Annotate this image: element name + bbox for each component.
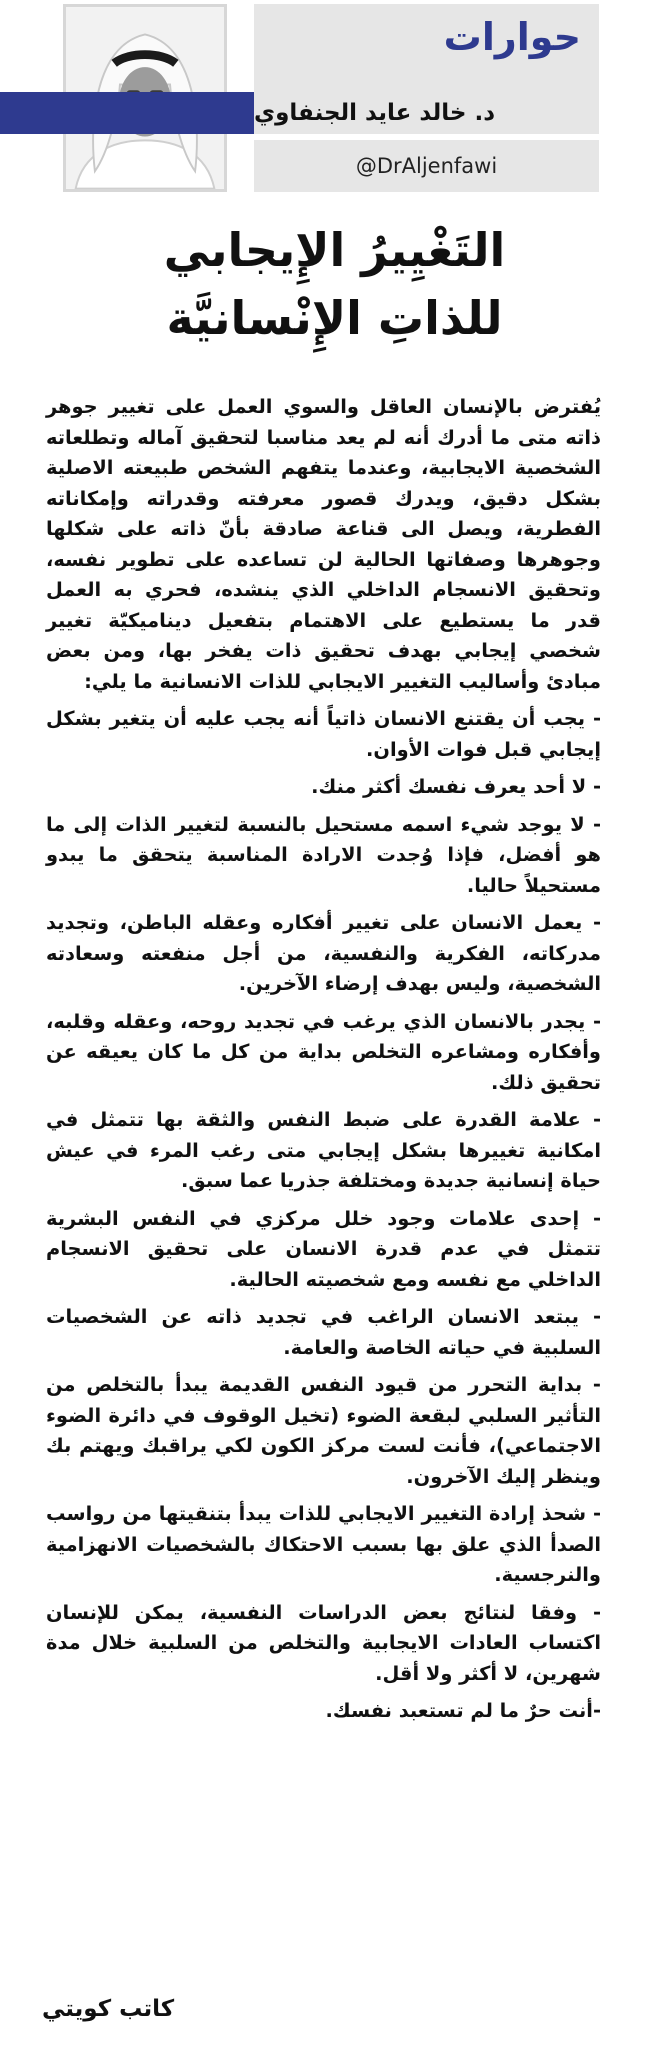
article-point: -أنت حرٌ ما لم تستعبد نفسك. [325, 1699, 601, 1722]
article-point: - يجب أن يقتنع الانسان ذاتياً أنه يجب عليه أن يتغير بشكل إيجابي قبل فوات الأوان. [46, 707, 601, 761]
headline-line-1: التَغْيِيرُ الإِيجابي [163, 223, 506, 277]
article-point: - لا أحد يعرف نفسك أكثر منك. [311, 775, 601, 798]
article-point: - يجدر بالانسان الذي يرغب في تجديد روحه، وعقله وقلبه، وأفكاره ومشاعره التخلص بداية من كل ما كان يعيقه عن تحقيق ذلك. [46, 1009, 601, 1094]
headline-line-2: للذاتِ الإِنْسانيَّة [166, 291, 503, 345]
article-headline [0, 216, 669, 352]
article-point: - يبتعد الانسان الراغب في تجديد ذاته عن الشخصيات السلبية في حياته الخاصة والعامة. [46, 1305, 601, 1359]
article-body [46, 392, 601, 1734]
article-point: - لا يوجد شيء اسمه مستحيل بالنسبة لتغيير الذات إلى ما هو أفضل، فإذا وُجدت الارادة المناسبة يتحقق ما يبدو مستحيلاً حاليا. [46, 812, 601, 897]
section-header [254, 4, 599, 92]
author-name: د. خالد عايد الجنفاوي [254, 100, 496, 126]
article-point: - إحدى علامات وجود خلل مركزي في النفس البشرية تتمثل في عدم قدرة الانسان على تحقيق الانسجام الداخلي مع نفسه ومع شخصيته الحالية. [46, 1206, 601, 1291]
article-point: - علامة القدرة على ضبط النفس والثقة بها تتمثل في امكانية تغييرها بشكل إيجابي متى رغب المرء في عيش حياة إنسانية جديدة ومختلفة جذريا عما سبق. [46, 1108, 601, 1192]
article-point: - وفقا لنتائج بعض الدراسات النفسية، يمكن للإنسان اكتساب العادات الايجابية والتخلص من السلبية خلال مدة شهرين، لا أكثر ولا أقل. [46, 1600, 601, 1685]
author-signature: كاتب كويتي [42, 1996, 175, 2022]
section-title: حوارات [443, 15, 581, 59]
article-point: - يعمل الانسان على تغيير أفكاره وعقله الباطن، وتجديد مدركاته، الفكرية والنفسية، من أجل منفعته وسعادته الشخصية، وليس بهدف إرضاء الآخرين. [46, 911, 601, 995]
author-box [254, 92, 599, 134]
article-intro: يُفترض بالإنسان العاقل والسوي العمل على تغيير جوهر ذاته متى ما أدرك أنه لم يعد مناسبا لتحقيق آماله وتطلعاته الشخصية الايجابية، وعندما يتفهم الشخص طبيعته الاصلية بشكل دقيق، ويدرك قصور معرفته وقدراته وإمكاناته الفطرية، ويصل الى قناعة صادقة بأنّ ذاته على شكلها وجوهرها وصفاتها الحالية لن تساعده على تطوير نفسه، وتحقيق الانسجام الداخلي الذي ينشده، فحري به العمل قدر ما يستطيع على الاهتمام بتفعيل ديناميكيّة تغيير شخصي إيجابي بهدف تحقيق ذات يفخر بها، ومن بعض مبادئ وأساليب التغيير الايجابي للذات الانسانية ما يلي: [46, 395, 601, 693]
article-point: - شحذ إرادة التغيير الايجابي للذات يبدأ بتنقيتها من رواسب الصدأ الذي علق بها بسبب الاحتكاك بالشخصيات الانهزامية والنرجسية. [46, 1502, 601, 1586]
twitter-box [254, 140, 599, 192]
article-point: - بداية التحرر من قيود النفس القديمة يبدأ بالتخلص من التأثير السلبي لبقعة الضوء (تخيل الوقوف في دائرة الضوء الاجتماعي)، فأنت لست مركز الكون لكي يراقبك ويهتم بك وينظر إليك الآخرون. [46, 1373, 601, 1488]
twitter-handle: @DrAljenfawi [355, 154, 498, 178]
